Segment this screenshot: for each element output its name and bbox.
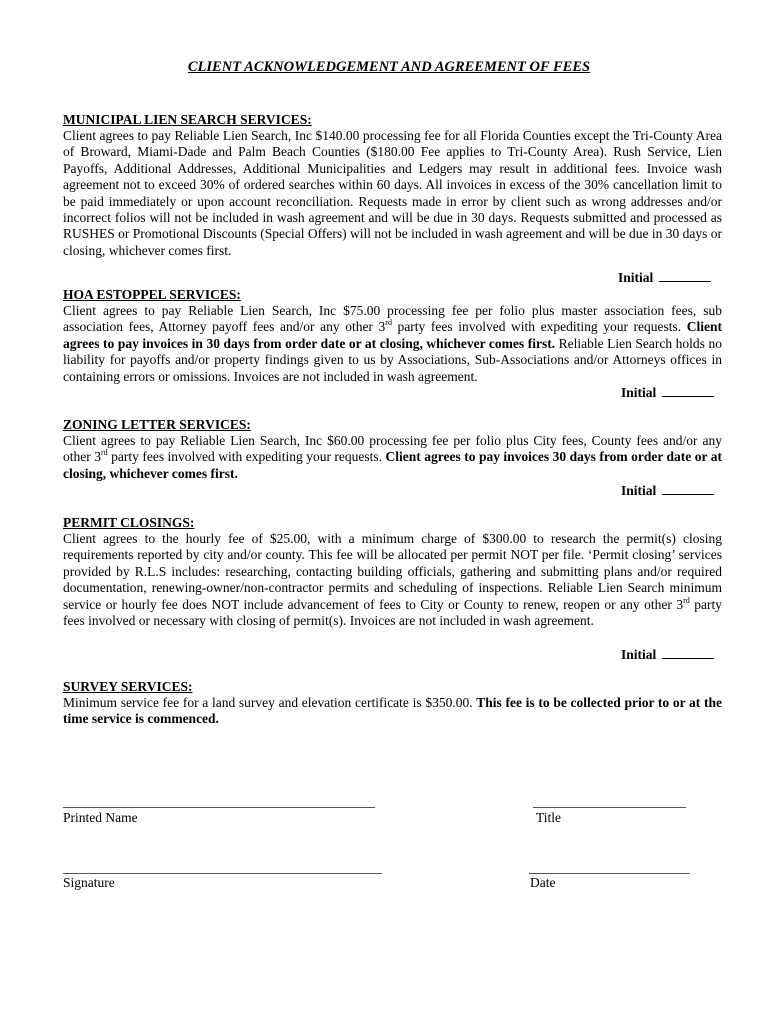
hoa-initial[interactable] [621, 385, 714, 401]
zoning-letter-section [63, 417, 722, 482]
survey-heading: SURVEY SERVICES: [63, 679, 193, 694]
permit-closings-section [63, 515, 722, 629]
initial-label: Initial [618, 270, 654, 285]
title-label: Title [536, 810, 562, 825]
initial-blank-line[interactable] [662, 658, 714, 659]
initial-label: Initial [621, 483, 657, 498]
initial-label: Initial [621, 647, 657, 662]
document-title: CLIENT ACKNOWLEDGEMENT AND AGREEMENT OF FEES [187, 59, 591, 75]
hoa-estoppel-section [63, 287, 722, 385]
initial-blank-line[interactable] [659, 281, 711, 282]
initial-label: Initial [621, 385, 657, 400]
printed-name-label: Printed Name [63, 810, 138, 825]
municipal-lien-section [63, 112, 722, 259]
survey-section [63, 679, 722, 728]
initial-blank-line[interactable] [662, 396, 714, 397]
signature-label: Signature [63, 875, 115, 890]
zoning-letter-heading: ZONING LETTER SERVICES: [63, 417, 251, 432]
municipal-lien-text: Client agrees to pay Reliable Lien Search, Inc $140.00 processing fee for all Florida Counties except the Tri-County Area of Broward, Miami-Dade and Palm Beach Counties ($180.00 Fee applies to Tri-County Area). Rush Service, Lien Payoffs, Additional Addresses, Additional Municipalities and Ledgers may result in additional fees. Invoice wash agreement not to exceed 30% of ordered searches within 60 days. All invoices in excess of the 30% cancellation limit to be paid immediately or upon account reconciliation. Requests made in error by client such as wrong addresses and/or incorrect folios will not be included in wash agreement and will be due in 30 days. Requests submitted and processed as RUSHES or Promotional Discounts (Special Offers) will not be included in wash agreement and will be due in 30 days or closing, whichever comes first. [63, 128, 722, 258]
initial-blank-line[interactable] [662, 494, 714, 495]
municipal-initial[interactable] [618, 270, 711, 286]
municipal-lien-heading: MUNICIPAL LIEN SEARCH SERVICES: [63, 112, 312, 127]
date-line[interactable] [529, 873, 690, 874]
printed-name-line[interactable] [63, 807, 375, 808]
permit-closings-text: Client agrees to the hourly fee of $25.00, with a minimum charge of $300.00 to research the permit(s) closing requirements reported by city and/or county. This fee will be allocated per permit NOT per file. ‘Permit closing’ services provided by R.L.S includes: researching, contacting building officials, gathering and submitting plans and/or required documentation, renewing-owner/non-contractor permits and scheduling of inspections. Reliable Lien Search minimum service or hourly fee does NOT include advancement of fees to City or County to renew, reopen or any other 3rd party fees involved or necessary with closing of permit(s). Invoices are not included in wash agreement. [63, 531, 722, 629]
signature-line[interactable] [63, 873, 382, 874]
date-label: Date [530, 875, 556, 890]
hoa-estoppel-heading: HOA ESTOPPEL SERVICES: [63, 287, 241, 302]
title-line[interactable] [533, 807, 686, 808]
zoning-initial[interactable] [621, 483, 714, 499]
permit-closings-heading: PERMIT CLOSINGS: [63, 515, 195, 530]
zoning-letter-text: Client agrees to pay Reliable Lien Search, Inc $60.00 processing fee per folio plus City fees, County fees and/or any other 3rd party fees involved with expediting your requests. Client agrees to pay invoices 30 days from order date or at closing, whichever comes first. [63, 433, 722, 481]
permit-initial[interactable] [621, 647, 714, 663]
survey-text: Minimum service fee for a land survey and elevation certificate is $350.00. This fee is to be collected prior to or at the time service is commenced. [63, 695, 723, 727]
hoa-estoppel-text: Client agrees to pay Reliable Lien Search, Inc $75.00 processing fee per folio plus master association fees, sub association fees, Attorney payoff fees and/or any other 3rd party fees involved with expediting your requests. Client agrees to pay invoices in 30 days from order date or at closing, whichever comes first. Reliable Lien Search holds no liability for payoffs and/or property findings given to us by Associations, Sub-Associations and/or Attorneys offices in containing errors or omissions. Invoices are not included in wash agreement. [63, 303, 723, 384]
